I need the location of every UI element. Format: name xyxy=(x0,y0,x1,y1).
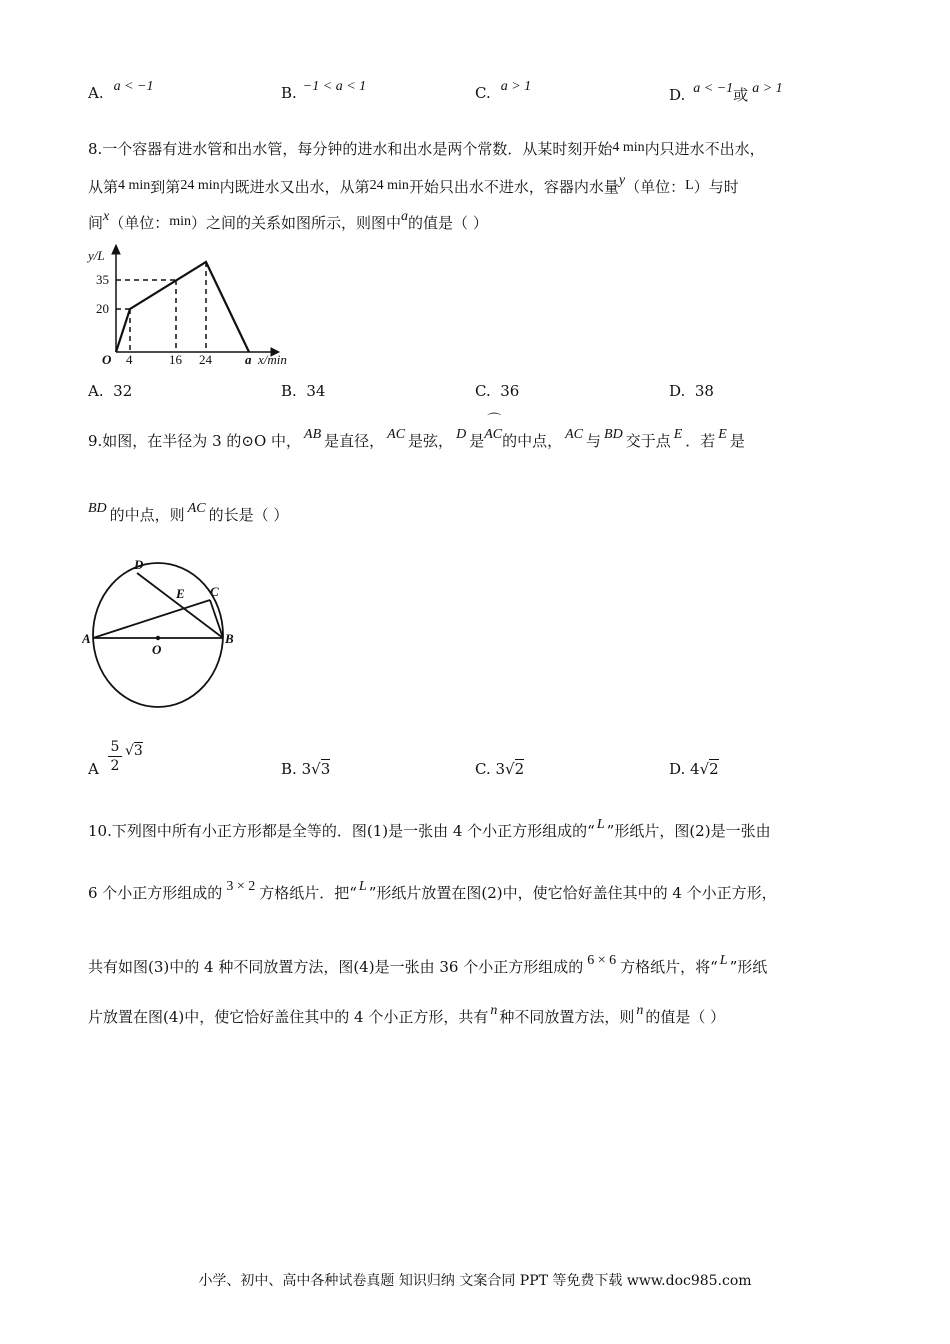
q10-line-2: 6 个小正方形组成的 3 × 2 方格纸片．把“ L ”形纸片放置在图(2)中，使它恰好盖住其中的 4 个小正方形， xyxy=(88,879,777,902)
label-o: O xyxy=(152,642,162,657)
y-axis-arrow-icon xyxy=(112,245,120,254)
graph-xtick-24: 24 xyxy=(199,352,212,366)
q8-option-b: B. 34 xyxy=(281,382,326,400)
water-volume-line xyxy=(116,262,249,352)
label-d: D xyxy=(134,557,144,572)
q9-arc-ac: ⌒ AC xyxy=(484,414,503,442)
q7-option-d-expr: a < −1 xyxy=(693,81,734,96)
graph-xtick-16: 16 xyxy=(169,352,182,366)
q7-option-b-expr: −1 < a < 1 xyxy=(302,79,367,94)
q9-line-1: 9.如图，在半径为 3 的⊙O 中， AB 是直径， AC 是弦， D 是 ⌒ AC的中点， AC 与 BD 交于点 E ．若 E 是 xyxy=(88,414,745,450)
q9-option-a-fraction: 5 2 xyxy=(108,738,122,775)
graph-ytick-20: 20 xyxy=(96,301,109,316)
graph-y-label: y/L xyxy=(88,248,105,263)
q9-option-c: C. 3√2 xyxy=(475,760,525,778)
graph-x-label: x/min xyxy=(258,352,287,366)
q9-circle-figure xyxy=(82,548,242,718)
graph-xtick-4: 4 xyxy=(126,352,133,366)
chord-ac xyxy=(93,600,210,638)
q8-water-graph xyxy=(86,242,306,366)
q8-line-2: 从第4 min到第24 min内既进水又出水，从第24 min开始只出水不进水，容器内水量y（单位：L）与时 xyxy=(88,173,739,196)
q9-line-2: BD 的中点，则 AC 的长是（ ） xyxy=(88,501,289,524)
q9-option-a: A xyxy=(88,760,99,778)
label-c: C xyxy=(210,584,219,599)
label-b: B xyxy=(225,631,234,646)
graph-ytick-35: 35 xyxy=(96,272,109,287)
q7-option-c-expr: a > 1 xyxy=(500,79,532,94)
q8-line-3: 间x（单位：min）之间的关系如图所示，则图中a的值是（ ） xyxy=(88,209,488,232)
q7-option-b: B. −1 < a < 1 xyxy=(281,79,367,102)
q7-option-a: A. a < −1 xyxy=(88,79,154,102)
q8-option-c: C. 36 xyxy=(475,382,520,400)
q8-option-a: A. 32 xyxy=(88,382,133,400)
q9-option-b: B. 3√3 xyxy=(281,760,331,778)
q8-line-1: 8.一个容器有进水管和出水管，每分钟的进水和出水是两个常数．从某时刻开始4 min内只进水不出水， xyxy=(88,140,765,158)
q10-line-3: 共有如图(3)中的 4 种不同放置方法，图(4)是一张由 36 个小正方形组成的 6 × 6 方格纸片，将“ L ”形纸 xyxy=(88,953,768,976)
q10-line-4: 片放置在图(4)中，使它恰好盖住其中的 4 个小正方形，共有 n 种不同放置方法，则 n 的值是（ ） xyxy=(88,1003,726,1026)
graph-xtick-a: a xyxy=(245,352,252,366)
q7-option-d: D. a < −1或 a > 1 xyxy=(669,81,783,104)
q9-option-a-radical: √3 xyxy=(125,743,143,759)
q9-option-d: D. 4√2 xyxy=(669,760,719,778)
label-a: A xyxy=(82,631,91,646)
q10-line-1: 10.下列图中所有小正方形都是全等的．图(1)是一张由 4 个小正方形组成的“ L ”形纸片，图(2)是一张由 xyxy=(88,817,771,840)
graph-origin: O xyxy=(102,352,112,366)
label-e: E xyxy=(176,586,185,601)
q8-option-d: D. 38 xyxy=(669,382,714,400)
chord-bd xyxy=(137,573,223,638)
q7-option-d-expr2: a > 1 xyxy=(752,81,783,96)
circle-o xyxy=(93,563,223,707)
page-footer: 小学、初中、高中各种试卷真题 知识归纳 文案合同 PPT 等免费下载 www.doc985.com xyxy=(198,1273,752,1289)
q7-option-c: C. a > 1 xyxy=(475,79,532,102)
q7-option-a-expr: a < −1 xyxy=(113,79,154,94)
center-dot xyxy=(156,636,160,640)
